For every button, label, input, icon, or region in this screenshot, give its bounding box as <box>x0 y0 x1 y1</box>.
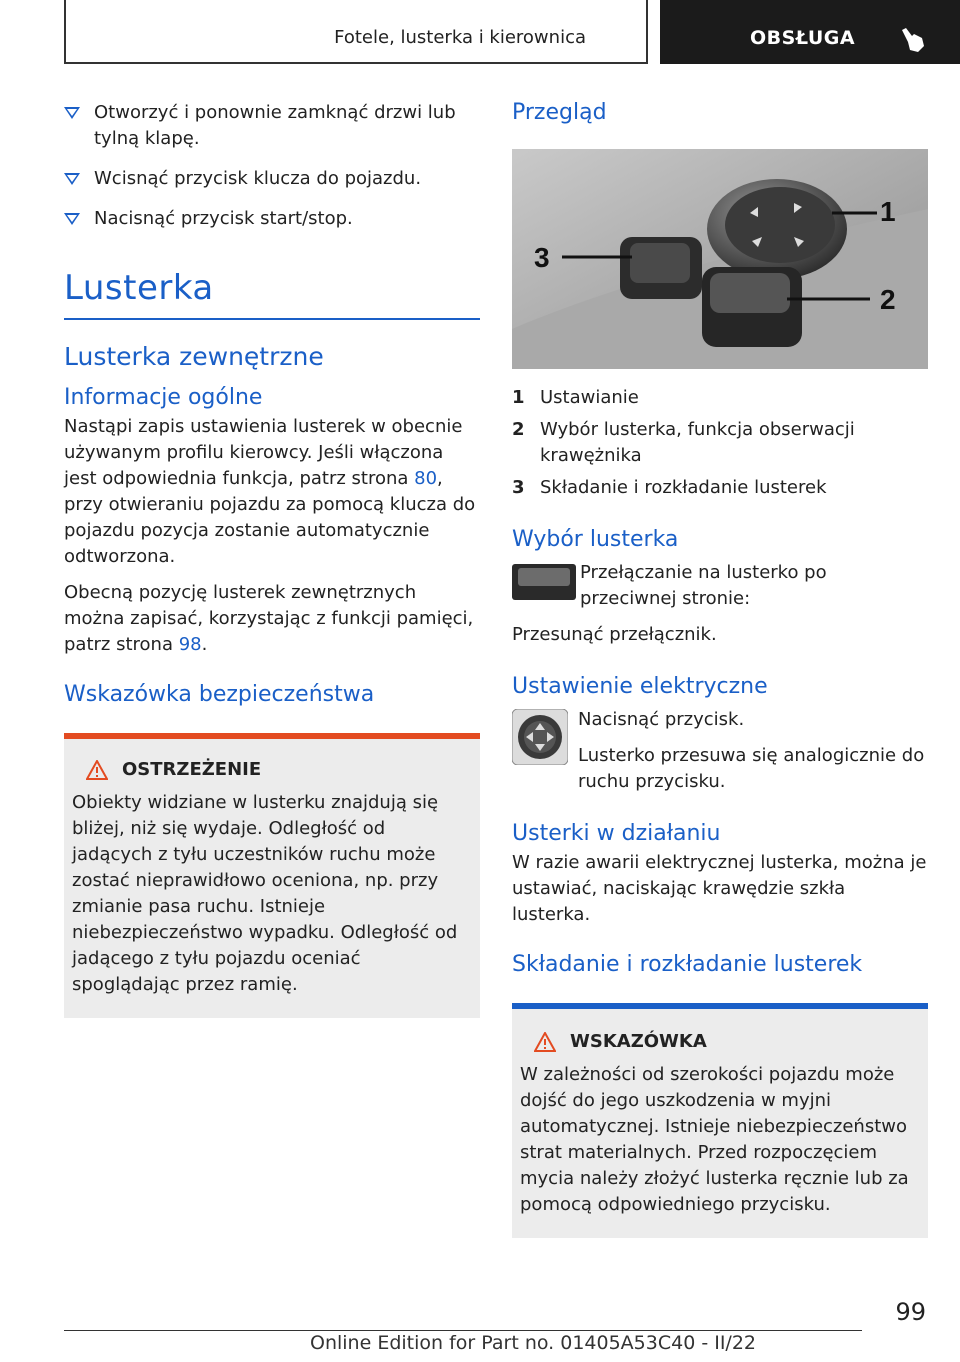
select-mirror-block <box>512 562 928 622</box>
section-heading: Lusterka zewnętrzne <box>64 342 324 371</box>
legend-item: 1 Ustawianie <box>512 387 639 408</box>
photo-label-3: 3 <box>534 242 550 273</box>
direction-pad-icon <box>512 709 574 805</box>
footer-divider <box>64 1330 862 1331</box>
photo-label-2: 2 <box>880 284 896 315</box>
page-link[interactable]: 98 <box>178 634 202 655</box>
triangle-bullet-icon <box>64 213 80 225</box>
paragraph: Lusterko przesuwa się analogicznie do ruchu przycisku. <box>578 745 925 792</box>
paragraph: Nastąpi zapis ustawienia lusterek w obecnie używanym profilu kierowcy. Jeśli włączona jest odpowiednia funkcja, patrz strona 80, przy otwieraniu pojazdu za pomocą klucza do pojazdu pozycja zostanie automatycznie odtworzona. <box>64 416 476 567</box>
list-item: Nacisnąć przycisk start/stop. <box>64 206 480 232</box>
section-title: Fotele, lusterka i kierownica <box>334 27 586 48</box>
warning-text: Obiekty widziane w lusterku znajdują się bliżej, niż się wydaje. Odległość od jadących z tyłu uczestników ruchu może zostać nieprawidłowo oceniona, np. przy zmianie pasa ruchu. Istnieje niebezpieczeństwo wypadku. Odległość od jadącego z tyłu pojazdu oceniać spoglądając przez ramię. <box>72 792 458 995</box>
triangle-bullet-icon <box>64 107 80 119</box>
subsection-heading: Ustawienie elektryczne <box>512 674 768 699</box>
overview-heading: Przegląd <box>512 100 607 125</box>
paragraph: Obecną pozycję lusterek zewnętrznych można zapisać, korzystając z funkcji pamięci, patrz strona 98. <box>64 582 474 655</box>
notice-title: WSKAZÓWKA <box>520 1031 918 1052</box>
subsection-heading: Wskazówka bezpieczeństwa <box>64 682 375 707</box>
triangle-bullet-icon <box>64 173 80 185</box>
subsection-heading: Informacje ogólne <box>64 385 263 410</box>
notice-text: W zależności od szerokości pojazdu może dojść do jego uszkodzenia w myjni automatycznej. Istnieje niebezpieczeństwo strat materialnych. Przed rozpoczęciem mycia należy złożyć lusterka ręcznie lub za pomocą odpowiedniego przycisku. <box>520 1064 909 1215</box>
electric-adjust-block <box>512 709 928 805</box>
subsection-heading: Wybór lusterka <box>512 527 679 552</box>
paragraph: Przełączanie na lusterko po przeciwnej stronie: <box>580 562 827 609</box>
warning-box <box>64 733 480 1018</box>
header-section-box <box>64 0 648 64</box>
list-item: Wcisnąć przycisk klucza do pojazdu. <box>64 166 480 192</box>
chapter-heading: Lusterka <box>64 268 480 320</box>
mirror-switch-icon <box>512 562 576 622</box>
warning-triangle-icon <box>534 1032 556 1052</box>
subsection-heading: Usterki w działaniu <box>512 821 721 846</box>
page-link[interactable]: 80 <box>414 468 438 489</box>
warning-triangle-icon <box>86 760 108 780</box>
paragraph: Nacisnąć przycisk. <box>578 709 745 730</box>
page-number: 99 <box>895 1298 926 1326</box>
hand-pointing-icon <box>898 24 928 54</box>
warning-title: OSTRZEŻENIE <box>72 759 470 780</box>
legend-item: 3 Składanie i rozkładanie lusterek <box>512 477 827 498</box>
chapter-tab <box>660 0 960 64</box>
photo-label-1: 1 <box>880 196 896 227</box>
paragraph: W razie awarii elektrycznej lusterka, można je ustawiać, naciskając krawędzie szkła lusterka. <box>512 852 927 925</box>
chapter-title: OBSŁUGA <box>750 27 856 49</box>
subsection-heading: Składanie i rozkładanie lusterek <box>512 952 863 977</box>
edition-text: Online Edition for Part no. 01405A53C40 - II/22 <box>310 1332 757 1354</box>
notice-box <box>512 1003 928 1238</box>
right-column <box>512 100 928 1238</box>
left-column <box>64 100 480 1018</box>
mirror-controls-photo <box>512 149 928 369</box>
list-item: Otworzyć i ponownie zamknąć drzwi lub tylną klapę. <box>64 100 480 152</box>
paragraph: Przesunąć przełącznik. <box>512 624 717 645</box>
legend-item: 2 Wybór lusterka, funkcja obserwacji krawężnika <box>512 419 855 466</box>
